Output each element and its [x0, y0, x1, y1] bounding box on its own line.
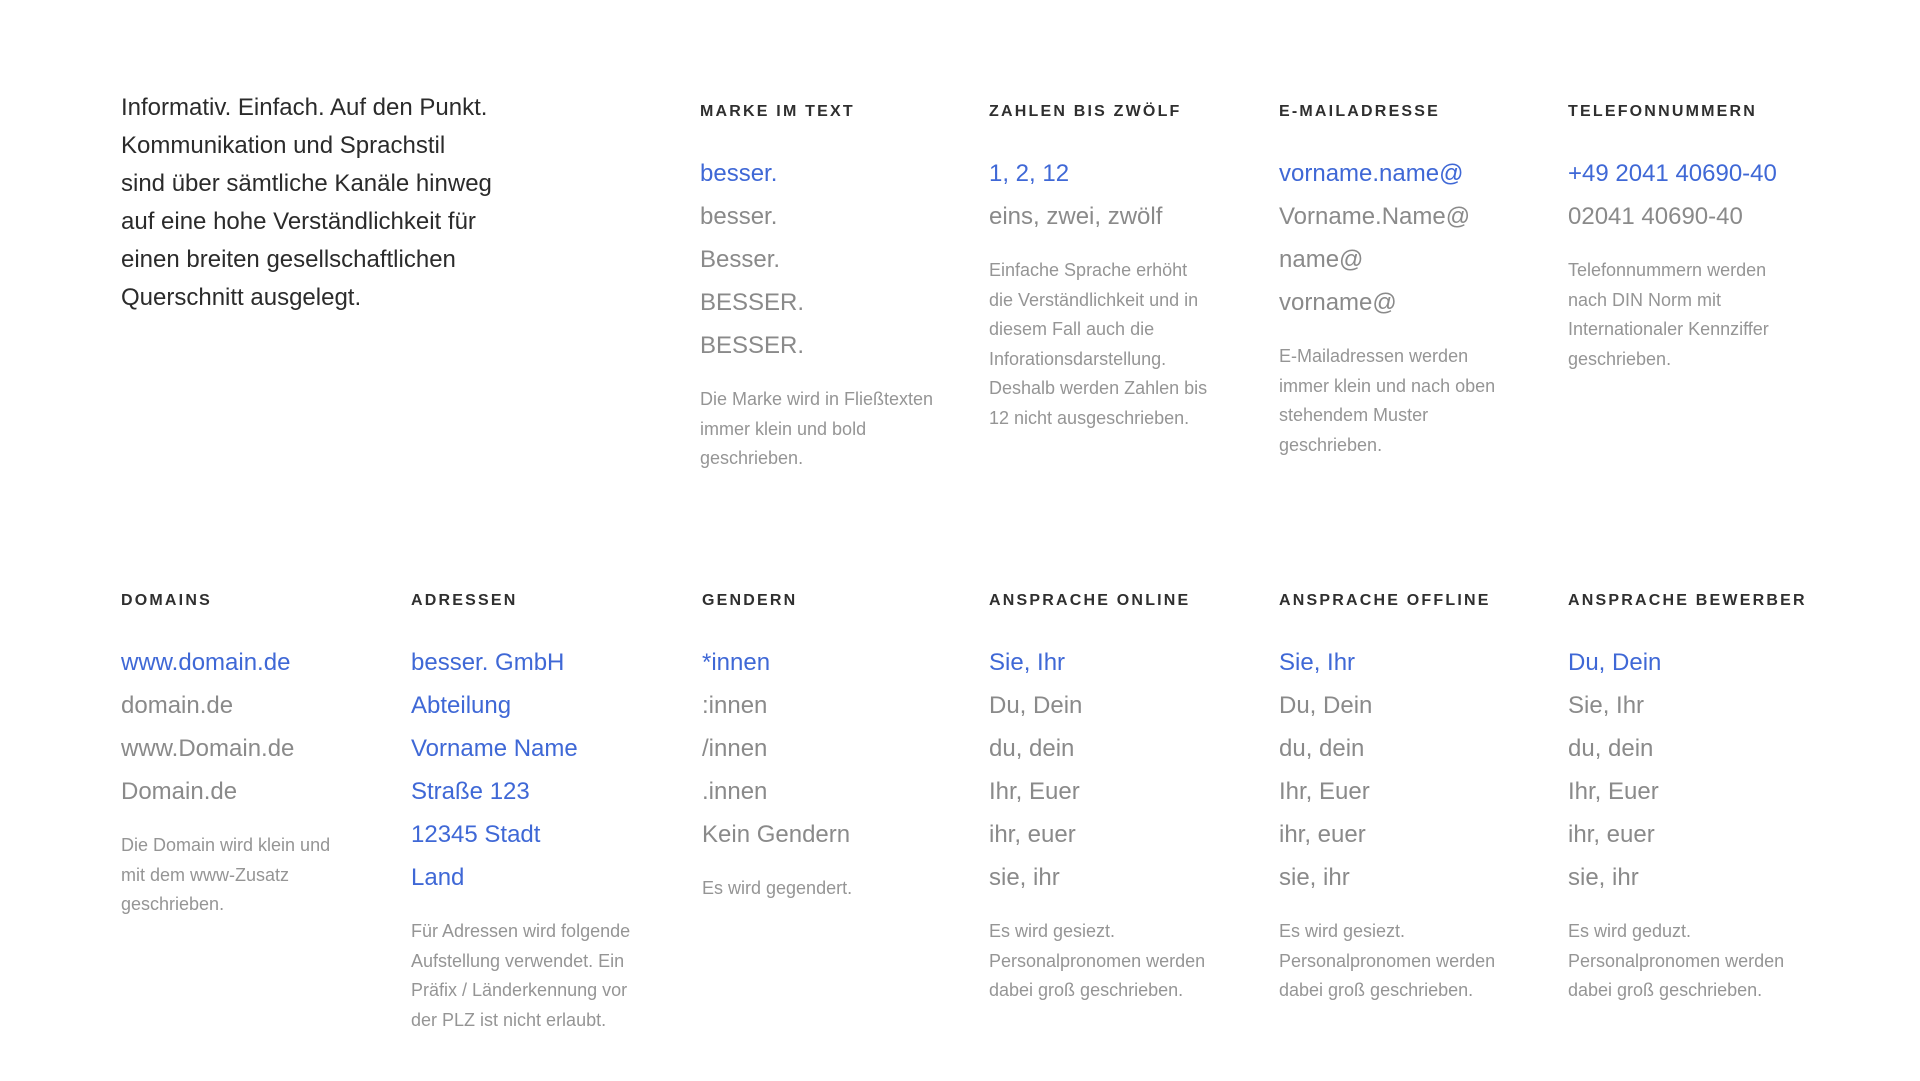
- note-line: dabei groß geschrieben.: [1568, 980, 1763, 1000]
- section-ansprache-online: [989, 592, 1239, 1006]
- note-line: Personalpronomen werden: [1568, 950, 1785, 971]
- incorrect-example: vorname@: [1279, 289, 1397, 316]
- section-title: ANSPRACHE OFFLINE: [1279, 592, 1491, 609]
- section-title: ANSPRACHE BEWERBER: [1568, 592, 1807, 609]
- correct-example: *innen: [702, 649, 771, 676]
- note-line: Für Adressen wird folgende: [411, 921, 631, 941]
- note-line: Personalpronomen werden: [989, 950, 1206, 971]
- incorrect-example: Sie, Ihr: [1568, 692, 1645, 719]
- correct-example: Sie, Ihr: [989, 649, 1066, 676]
- intro-line: auf eine hohe Verständlichkeit für: [121, 208, 476, 235]
- note-line: Aufstellung verwendet. Ein: [411, 950, 625, 971]
- note-line: Die Marke wird in Fließtexten: [700, 389, 934, 409]
- incorrect-example: BESSER.: [700, 332, 805, 359]
- note-line: Deshalb werden Zahlen bis: [989, 378, 1208, 398]
- section-title: ANSPRACHE ONLINE: [989, 592, 1191, 609]
- section-note: [1568, 917, 1818, 1006]
- section-title: ZAHLEN BIS ZWÖLF: [989, 103, 1182, 120]
- section-note: [702, 874, 952, 904]
- note-line: Es wird gegendert.: [702, 878, 853, 898]
- incorrect-example: sie, ihr: [1568, 864, 1639, 891]
- incorrect-example: Domain.de: [121, 778, 238, 805]
- section-note: [121, 831, 371, 920]
- section-e-mailadresse: [1279, 103, 1529, 460]
- note-line: immer klein und nach oben: [1279, 375, 1496, 396]
- incorrect-example: eins, zwei, zwölf: [989, 203, 1163, 230]
- correct-example: Abteilung: [411, 692, 512, 719]
- note-line: E-Mailadressen werden: [1279, 346, 1469, 366]
- correct-example: Straße 123: [411, 778, 530, 805]
- correct-example: Sie, Ihr: [1279, 649, 1356, 676]
- note-line: nach DIN Norm mit: [1568, 289, 1722, 310]
- section-telefonnummern: [1568, 103, 1818, 374]
- section-marke-im-text: [700, 103, 950, 474]
- section-title: ADRESSEN: [411, 592, 518, 609]
- section-adressen: [411, 592, 661, 1035]
- example-list: [989, 152, 1239, 238]
- note-line: die Verständlichkeit und in: [989, 289, 1199, 310]
- incorrect-example: BESSER.: [700, 289, 805, 316]
- note-line: Es wird gesiezt.: [989, 921, 1116, 941]
- note-line: Es wird gesiezt.: [1279, 921, 1406, 941]
- section-note: [700, 385, 950, 474]
- note-line: Einfache Sprache erhöht: [989, 260, 1188, 280]
- note-line: immer klein und bold: [700, 418, 867, 439]
- note-line: Internationaler Kennziffer: [1568, 319, 1769, 339]
- intro-line: einen breiten gesellschaftlichen: [121, 246, 456, 273]
- correct-example: besser.: [700, 160, 778, 187]
- incorrect-example: besser.: [700, 203, 778, 230]
- note-line: 12 nicht ausgeschrieben.: [989, 407, 1190, 428]
- note-line: geschrieben.: [1568, 348, 1672, 369]
- intro-line: Querschnitt ausgelegt.: [121, 284, 362, 311]
- incorrect-example: Du, Dein: [989, 692, 1083, 719]
- incorrect-example: www.Domain.de: [121, 735, 295, 762]
- example-list: [1568, 152, 1818, 238]
- section-title: GENDERN: [702, 592, 798, 609]
- note-line: geschrieben.: [700, 448, 804, 468]
- incorrect-example: sie, ihr: [989, 864, 1060, 891]
- correct-example: Vorname Name: [411, 735, 578, 762]
- note-line: der PLZ ist nicht erlaubt.: [411, 1009, 607, 1030]
- note-line: dabei groß geschrieben.: [1279, 980, 1474, 1000]
- incorrect-example: Besser.: [700, 246, 781, 273]
- incorrect-example: name@: [1279, 246, 1364, 273]
- incorrect-example: /innen: [702, 735, 768, 762]
- section-note: [411, 917, 661, 1035]
- note-line: geschrieben.: [121, 894, 225, 914]
- note-line: Inforationsdarstellung.: [989, 348, 1167, 369]
- incorrect-example: du, dein: [989, 735, 1075, 762]
- note-line: Präfix / Länderkennung vor: [411, 980, 628, 1000]
- incorrect-example: Ihr, Euer: [1279, 778, 1370, 805]
- note-line: Telefonnummern werden: [1568, 260, 1767, 280]
- note-line: stehendem Muster: [1279, 405, 1429, 425]
- incorrect-example: :innen: [702, 692, 768, 719]
- incorrect-example: du, dein: [1568, 735, 1654, 762]
- incorrect-example: Du, Dein: [1279, 692, 1373, 719]
- note-line: Die Domain wird klein und: [121, 835, 331, 855]
- note-line: geschrieben.: [1279, 434, 1383, 455]
- section-note: [989, 256, 1239, 433]
- section-domains: [121, 592, 371, 920]
- note-line: dabei groß geschrieben.: [989, 980, 1184, 1000]
- intro-line: Kommunikation und Sprachstil: [121, 132, 446, 159]
- note-line: diesem Fall auch die: [989, 319, 1155, 339]
- correct-example: 12345 Stadt: [411, 821, 541, 848]
- correct-example: +49 2041 40690-40: [1568, 160, 1777, 187]
- section-title: E-MAILADRESSE: [1279, 103, 1441, 120]
- section-ansprache-offline: [1279, 592, 1529, 1006]
- section-gendern: [702, 592, 952, 904]
- note-line: Es wird geduzt.: [1568, 921, 1692, 941]
- incorrect-example: du, dein: [1279, 735, 1365, 762]
- incorrect-example: ihr, euer: [989, 821, 1076, 848]
- intro-line: sind über sämtliche Kanäle hinweg: [121, 170, 492, 197]
- example-list: [700, 152, 950, 367]
- incorrect-example: .innen: [702, 778, 768, 805]
- section-note: [1279, 342, 1529, 460]
- intro-line: Informativ. Einfach. Auf den Punkt.: [121, 94, 488, 121]
- incorrect-example: Kein Gendern: [702, 821, 851, 848]
- incorrect-example: Vorname.Name@: [1279, 203, 1471, 230]
- incorrect-example: sie, ihr: [1279, 864, 1350, 891]
- intro-text: [121, 89, 581, 317]
- section-title: DOMAINS: [121, 592, 212, 609]
- section-ansprache-bewerber: [1568, 592, 1818, 1006]
- section-note: [1279, 917, 1529, 1006]
- section-title: MARKE IM TEXT: [700, 103, 855, 120]
- note-line: Personalpronomen werden: [1279, 950, 1496, 971]
- correct-example: Du, Dein: [1568, 649, 1662, 676]
- incorrect-example: 02041 40690-40: [1568, 203, 1743, 230]
- incorrect-example: domain.de: [121, 692, 234, 719]
- correct-example: Land: [411, 864, 465, 891]
- section-note: [989, 917, 1239, 1006]
- example-list: [702, 641, 952, 856]
- example-list: [411, 641, 661, 899]
- example-list: [1279, 152, 1529, 324]
- incorrect-example: ihr, euer: [1279, 821, 1366, 848]
- example-list: [1568, 641, 1818, 899]
- example-list: [989, 641, 1239, 899]
- example-list: [121, 641, 371, 813]
- section-title: TELEFONNUMMERN: [1568, 103, 1758, 120]
- correct-example: www.domain.de: [121, 649, 291, 676]
- section-zahlen-bis-zwoelf: [989, 103, 1239, 433]
- correct-example: 1, 2, 12: [989, 160, 1070, 187]
- incorrect-example: Ihr, Euer: [1568, 778, 1659, 805]
- incorrect-example: Ihr, Euer: [989, 778, 1080, 805]
- section-note: [1568, 256, 1818, 374]
- example-list: [1279, 641, 1529, 899]
- correct-example: vorname.name@: [1279, 160, 1464, 187]
- correct-example: besser. GmbH: [411, 649, 565, 676]
- incorrect-example: ihr, euer: [1568, 821, 1655, 848]
- note-line: mit dem www-Zusatz: [121, 864, 290, 885]
